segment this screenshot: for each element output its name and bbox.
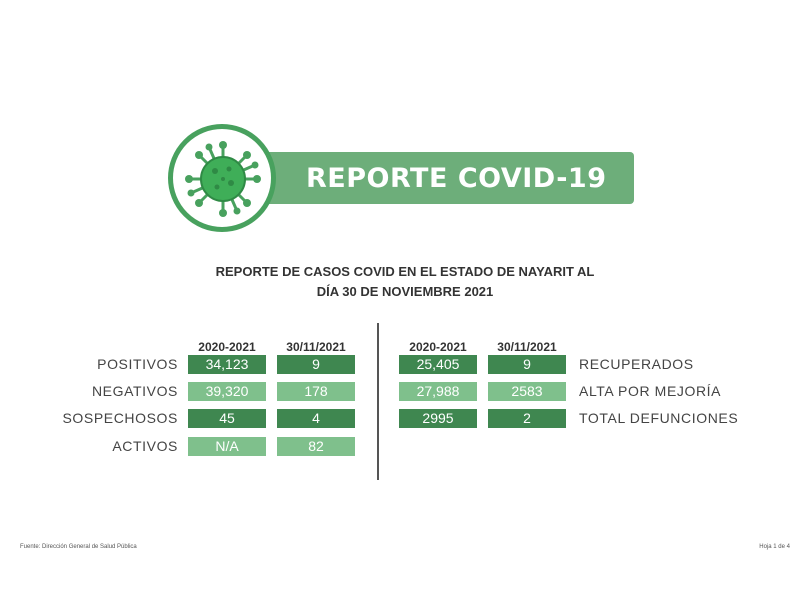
- label-positivos: POSITIVOS: [97, 356, 178, 372]
- cell-alta-total: 27,988: [399, 382, 477, 401]
- cell-sospechosos-total: 45: [188, 409, 266, 428]
- cell-alta-day: 2583: [488, 382, 566, 401]
- left-header-period: 2020-2021: [198, 340, 256, 354]
- cell-activos-day: 82: [277, 437, 355, 456]
- cell-defunciones-day: 2: [488, 409, 566, 428]
- report-subtitle: [150, 262, 660, 302]
- cell-recuperados-total: 25,405: [399, 355, 477, 374]
- virus-icon: [179, 135, 267, 223]
- cell-positivos-day: 9: [277, 355, 355, 374]
- vertical-divider: [377, 323, 379, 480]
- cell-activos-total: N/A: [188, 437, 266, 456]
- report-title: REPORTE COVID-19: [306, 163, 607, 194]
- subtitle-line-2: DÍA 30 DE NOVIEMBRE 2021: [316, 284, 494, 299]
- footer-page-number: Hoja 1 de 4: [759, 544, 790, 550]
- label-alta-por-mejoria: ALTA POR MEJORÍA: [579, 383, 722, 399]
- label-total-defunciones: TOTAL DEFUNCIONES: [579, 410, 739, 426]
- cell-sospechosos-day: 4: [277, 409, 355, 428]
- label-sospechosos: SOSPECHOSOS: [62, 410, 178, 426]
- label-negativos: NEGATIVOS: [91, 383, 178, 399]
- label-activos: ACTIVOS: [112, 438, 178, 454]
- footer-source: Fuente: Dirección General de Salud Pública: [20, 544, 137, 550]
- right-header-date: 30/11/2021: [497, 340, 557, 354]
- left-header-date: 30/11/2021: [286, 340, 346, 354]
- cell-defunciones-total: 2995: [399, 409, 477, 428]
- virus-logo: [168, 124, 276, 232]
- cell-negativos-total: 39,320: [188, 382, 266, 401]
- subtitle-line-1: REPORTE DE CASOS COVID EN EL ESTADO DE NAYARIT AL: [215, 264, 595, 279]
- cell-negativos-day: 178: [277, 382, 355, 401]
- right-header-period: 2020-2021: [409, 340, 467, 354]
- cell-positivos-total: 34,123: [188, 355, 266, 374]
- label-recuperados: RECUPERADOS: [579, 356, 694, 372]
- cell-recuperados-day: 9: [488, 355, 566, 374]
